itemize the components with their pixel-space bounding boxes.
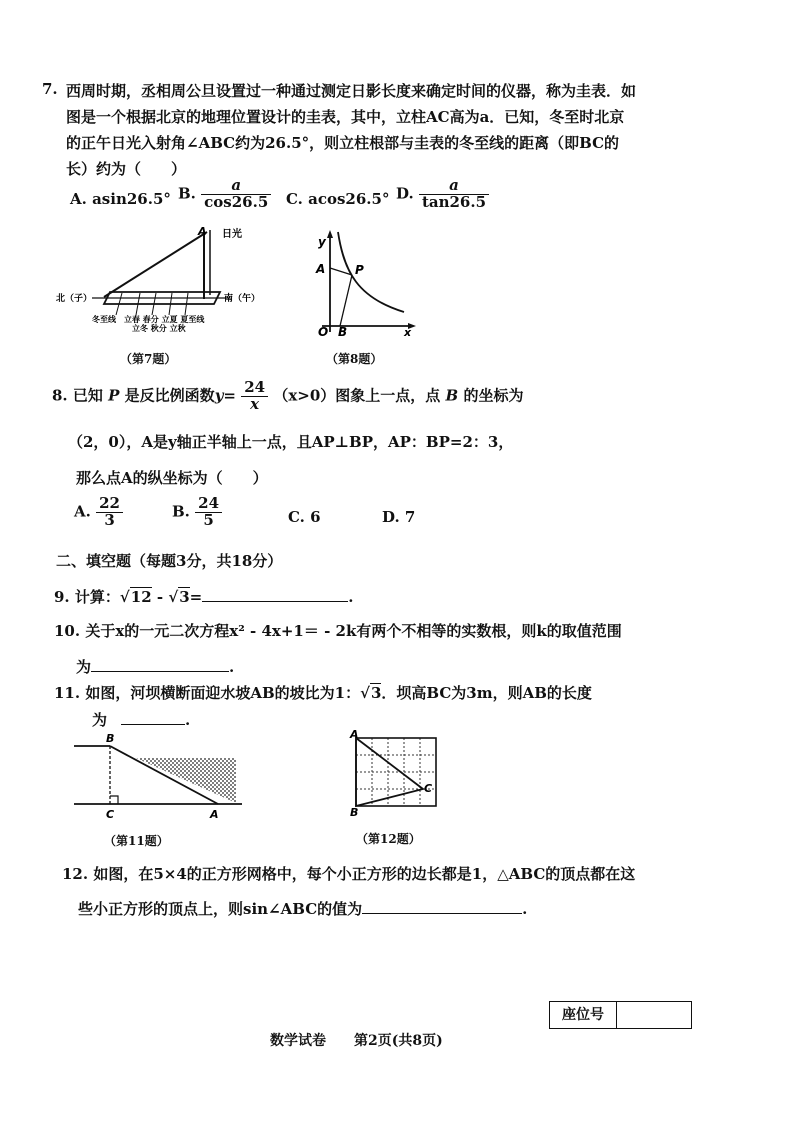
q8-option-d: D. 7 (382, 508, 416, 526)
q11-label-c: C (106, 808, 115, 821)
q8-label-o: O (318, 325, 329, 338)
section-2-heading: 二、填空题（每题3分，共18分） (56, 552, 283, 570)
q11-text-pre: 如图，河坝横断面迎水坡AB的坡比为1： (85, 684, 361, 702)
q8-number: 8. (52, 386, 68, 405)
q7-label-south: 南（午） (224, 294, 261, 304)
q8-point-b: B (445, 386, 459, 405)
q7-label-marks-2: 立冬 秋分 立秋 (132, 324, 186, 333)
q8-line2: （2，0），A是y轴正半轴上一点，且AP⊥BP，AP：BP=2：3， (68, 433, 514, 451)
q8-label-b: B (338, 325, 348, 338)
q8-function-fraction (241, 380, 268, 413)
q7-option-d (396, 178, 489, 211)
q11-answer-blank[interactable] (121, 710, 185, 725)
q12-line1 (62, 863, 635, 884)
q7-label-marks: 冬至线 立春 春分 立夏 夏至线 (92, 315, 205, 324)
q8-y-arrow (327, 230, 333, 238)
q12-line2 (78, 898, 527, 919)
q7-number: 7. (42, 80, 58, 98)
q12-figure-grid (340, 730, 440, 820)
q8-option-a-fraction (96, 496, 123, 529)
q8-option-a-denominator: 3 (104, 510, 115, 529)
q9-minus: - (151, 588, 169, 606)
q8-function-denominator: x (250, 394, 260, 413)
q8-label-y: y (318, 235, 326, 249)
q8-line1 (52, 380, 523, 413)
q9-end: . (348, 588, 354, 606)
seat-number-label: 座位号 (550, 1002, 617, 1028)
q10-text: 关于x的一元二次方程x² - 4x+1＝ - 2k有两个不相等的实数根，则k的取值范围 (85, 622, 622, 640)
q7-option-d-denominator: tan26.5 (421, 192, 487, 211)
q7-option-d-fraction (419, 178, 489, 211)
q8-option-a (74, 496, 123, 529)
q7-figure-gnomon (52, 225, 292, 343)
q9-answer-blank[interactable] (202, 587, 348, 602)
q8-text-mid: 是反比例函数 (124, 386, 215, 405)
q8-text-condition: （x>0）图象上一点，点 (273, 386, 441, 405)
q8-label-p: P (355, 263, 364, 277)
q11-figure-dam (70, 728, 250, 824)
q7-label-north: 北（子） (56, 294, 93, 304)
q9-radicand-2: 3 (179, 588, 190, 606)
q8-figure-caption: （第8题） (326, 352, 383, 366)
q10-line1 (54, 620, 622, 641)
q11-water-region (136, 758, 236, 803)
q7-option-a: A. asin26.5° (70, 190, 171, 208)
seat-number-field[interactable] (618, 1002, 690, 1028)
q7-figure-caption: （第7题） (120, 352, 177, 366)
q8-point-p: P (108, 386, 120, 405)
q11-label-b: B (106, 732, 115, 745)
q8-option-b-fraction (195, 496, 222, 529)
q11-end: . (185, 711, 191, 729)
q7-label-sunlight: 日光 (222, 229, 242, 240)
q11-text-2: 为 (92, 711, 108, 729)
q8-option-b-label: B. (172, 502, 190, 521)
q10-number: 10. (54, 622, 81, 640)
q11-line2 (92, 709, 190, 730)
q10-end: . (229, 658, 235, 676)
q12-answer-blank[interactable] (362, 899, 522, 914)
q8-function-numerator: 24 (241, 380, 268, 397)
q8-label-x: x (404, 326, 412, 338)
q7-option-b-numerator: a (201, 178, 271, 195)
q8-option-b-numerator: 24 (195, 496, 222, 513)
q12-text-2: 些小正方形的顶点上，则sin∠ABC的值为 (78, 900, 363, 918)
q11-figure-caption: （第11题） (104, 834, 169, 848)
q11-text-post: ．坝高BC为3m，则AB的长度 (381, 684, 592, 702)
page-footer: 数学试卷 第2页(共8页) (270, 1033, 443, 1049)
q7-line2: 图是一个根据北京的地理位置设计的圭表，其中，立柱AC高为a．已知，冬至时北京 (66, 108, 625, 126)
q8-hyperbola-curve (338, 232, 404, 312)
q8-line3: 那么点A的纵坐标为（ ） (76, 469, 268, 487)
q10-line2 (76, 656, 234, 677)
q11-right-angle (110, 796, 118, 804)
q12-end: . (522, 900, 528, 918)
q8-figure-graph (300, 228, 420, 338)
q12-number: 12. (62, 865, 89, 883)
q8-option-a-numerator: 22 (96, 496, 123, 513)
q8-text-post: 的坐标为 (463, 386, 524, 405)
q7-option-b-denominator: cos26.5 (204, 192, 269, 211)
q7-option-b-fraction (201, 178, 271, 211)
q10-answer-blank[interactable] (91, 657, 229, 672)
q10-text-2: 为 (76, 658, 92, 676)
q7-option-b (178, 178, 271, 211)
q8-option-a-label: A. (74, 502, 91, 521)
q9-equals: = (189, 588, 203, 606)
q12-label-a: A (350, 730, 359, 741)
q7-sunlight-line (104, 232, 207, 297)
q7-option-d-label: D. (396, 184, 414, 203)
q11-number: 11. (54, 684, 81, 702)
q7-option-b-label: B. (178, 184, 196, 203)
q7-label-a: A (198, 225, 207, 238)
q8-option-c: C. 6 (288, 508, 321, 526)
q12-label-c: C (424, 782, 433, 795)
q8-segment-bp (340, 275, 352, 326)
q9-line: 9. 计算：√12 - √3= . (54, 588, 354, 606)
q7-option-c: C. acos26.5° (286, 190, 390, 208)
q12-figure-caption: （第12题） (356, 832, 421, 846)
q7-line4: 长）约为（ ） (66, 160, 187, 178)
q12-label-b: B (350, 806, 359, 819)
q7-line1: 西周时期，丞相周公旦设置过一种通过测定日影长度来确定时间的仪器，称为圭表．如 (66, 82, 637, 100)
q9-number: 9. (54, 588, 70, 606)
q9-radicand-1: 12 (130, 588, 152, 606)
seat-number-box (549, 1001, 692, 1029)
q7-line3: 的正午日光入射角∠ABC约为26.5°，则立柱根部与圭表的冬至线的距离（即BC的 (66, 134, 620, 152)
q12-text: 如图，在5×4的正方形网格中，每个小正方形的边长都是1，△ABC的顶点都在这 (93, 865, 636, 883)
q11-line1: 11. 如图，河坝横断面迎水坡AB的坡比为1：√3．坝高BC为3m，则AB的长度 (54, 684, 592, 702)
q8-text-pre: 已知 (72, 386, 103, 405)
q8-option-b (172, 496, 222, 529)
q9-text: 计算： (74, 588, 120, 606)
q8-label-a: A (316, 262, 326, 276)
q11-radicand: 3 (370, 684, 382, 702)
q8-option-b-denominator: 5 (203, 510, 214, 529)
q7-option-d-numerator: a (419, 178, 489, 195)
q8-function-y: y= (214, 386, 236, 405)
q11-label-a: A (210, 808, 219, 821)
